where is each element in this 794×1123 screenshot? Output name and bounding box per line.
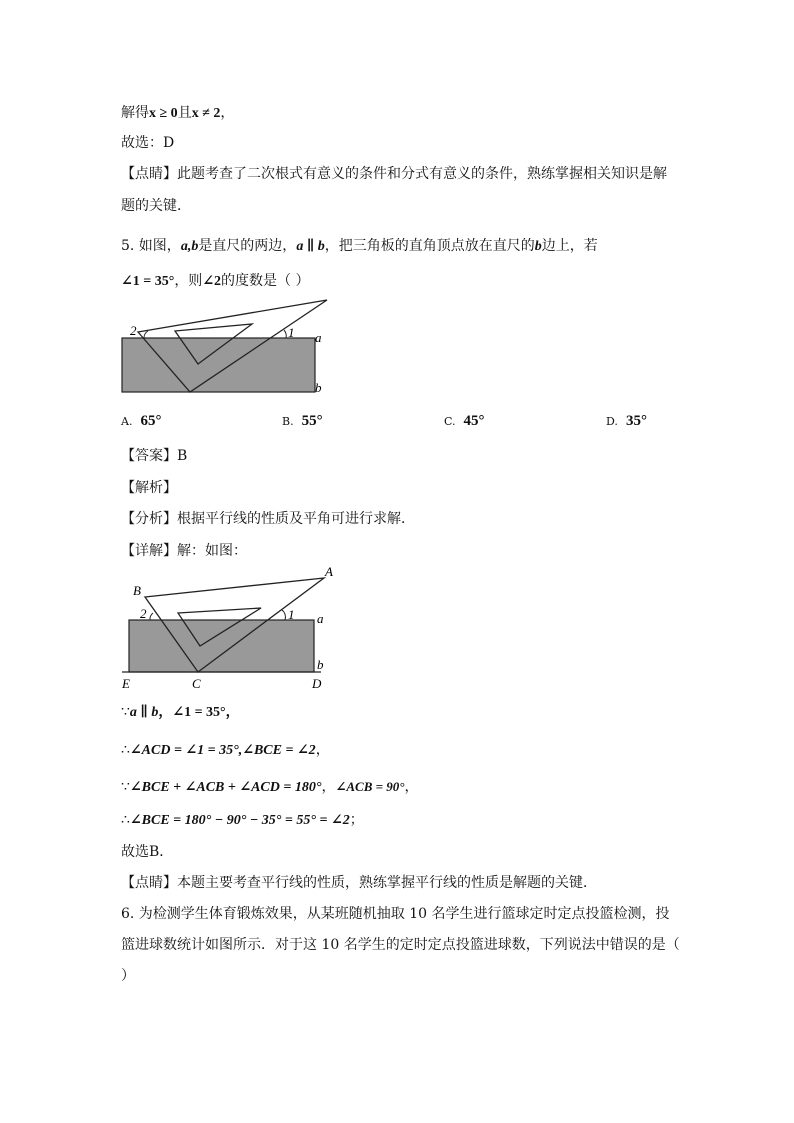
condition-2: x ≠ 2 bbox=[191, 106, 221, 121]
q5-solution-figure bbox=[116, 564, 346, 692]
angle-1-arc bbox=[284, 330, 286, 338]
option-c[interactable] bbox=[444, 411, 485, 432]
step-expr: ∠BCE = 180° − 90° − 35° = 55° = ∠2 bbox=[129, 813, 350, 828]
angle2-expr: ∠2 bbox=[202, 274, 222, 289]
option-d[interactable] bbox=[606, 411, 647, 432]
fig2-label-b: b bbox=[317, 657, 324, 672]
stem-text: 是直尺的两边， bbox=[198, 238, 297, 254]
fig1-label-1: 1 bbox=[288, 325, 295, 340]
parallel-expr: a ∥ b bbox=[296, 239, 325, 254]
option-b[interactable] bbox=[282, 411, 323, 432]
q6-line2: 篮进球数统计如图所示．对于这 10 名学生的定时定点投篮进球数，下列说法中错误的是（ bbox=[121, 937, 680, 953]
step-expr: ，∠1 = 35°， bbox=[158, 705, 240, 720]
step-4 bbox=[121, 810, 364, 831]
stem-text: ，则 bbox=[174, 273, 203, 289]
punct: ， bbox=[404, 779, 419, 795]
option-letter: A. bbox=[121, 415, 133, 428]
prev-note-line2: 题的关键． bbox=[121, 198, 191, 214]
fig2-label-B: B bbox=[133, 583, 141, 598]
q6-line1: 6. 为检测学生体育锻炼效果，从某班随机抽取 10 名学生进行篮球定时定点投篮检测，投 bbox=[121, 906, 670, 922]
q5-stem-line1 bbox=[121, 236, 598, 257]
option-value: 35° bbox=[625, 413, 647, 429]
prev-note-line1 bbox=[121, 164, 667, 184]
note-tag: 【点睛】 bbox=[121, 875, 177, 891]
q5-stem-line2 bbox=[121, 271, 310, 292]
option-value: 55° bbox=[301, 413, 323, 429]
step-expr: ∠ACB = 90° bbox=[335, 779, 405, 794]
punct: ； bbox=[349, 812, 364, 828]
option-a[interactable] bbox=[121, 411, 161, 432]
stem-text: 的度数是（ ） bbox=[221, 273, 310, 289]
angle-2-arc bbox=[144, 331, 148, 338]
fig1-label-a: a bbox=[315, 330, 322, 345]
fig2-label-a: a bbox=[317, 611, 324, 626]
note-tag: 【点睛】 bbox=[121, 166, 177, 182]
option-value: 45° bbox=[463, 413, 485, 429]
condition-1: x ≥ 0 bbox=[149, 106, 178, 121]
var-ab: a,b bbox=[180, 239, 199, 254]
angle-1-arc bbox=[282, 610, 285, 620]
because-symbol: ∵ bbox=[121, 704, 130, 720]
prev-choice: 故选：D bbox=[121, 135, 175, 151]
fig2-label-1: 1 bbox=[288, 607, 295, 622]
fig1-label-b: b bbox=[315, 380, 322, 395]
analysis-fenxi: 【分析】根据平行线的性质及平角可进行求解． bbox=[121, 511, 415, 527]
q6-line3: ） bbox=[121, 968, 135, 984]
fig1-label-2: 2 bbox=[130, 323, 137, 338]
option-letter: C. bbox=[444, 415, 456, 428]
and-word: 且 bbox=[177, 105, 192, 121]
step-3 bbox=[121, 777, 418, 798]
stem-text: ，把三角板的直角顶点放在直尺的 bbox=[324, 238, 535, 254]
fig2-label-D: D bbox=[312, 676, 322, 691]
note-text: 本题主要考查平行线的性质，熟练掌握平行线的性质是解题的关键． bbox=[177, 875, 597, 891]
angle-2-arc bbox=[150, 613, 153, 620]
q5-choice: 故选B． bbox=[121, 844, 174, 860]
fig2-label-E: E bbox=[122, 676, 130, 691]
because-symbol: ∵ bbox=[121, 779, 130, 795]
fig2-label-A: A bbox=[325, 564, 333, 579]
answer: 【答案】B bbox=[121, 448, 188, 464]
option-letter: B. bbox=[282, 415, 294, 428]
step-expr: a ∥ b bbox=[129, 705, 159, 720]
var-b: b bbox=[534, 239, 542, 254]
q5-number: 5. 如图， bbox=[121, 238, 181, 254]
q5-figure bbox=[118, 294, 338, 400]
solution-line bbox=[121, 103, 234, 124]
step-expr: ∠ACD = ∠1 = 35°,∠BCE = ∠2 bbox=[129, 743, 316, 758]
q5-note bbox=[121, 873, 597, 893]
step-1 bbox=[121, 702, 240, 723]
fig2-label-C: C bbox=[192, 676, 201, 691]
therefore-symbol: ∴ bbox=[121, 742, 130, 758]
stem-text: 边上，若 bbox=[541, 238, 598, 254]
punct: ， bbox=[321, 779, 336, 795]
punct: ， bbox=[315, 742, 330, 758]
option-value: 65° bbox=[140, 413, 162, 429]
fig2-label-2: 2 bbox=[140, 606, 147, 621]
angle1-expr: ∠1 = 35° bbox=[121, 274, 175, 289]
step-2 bbox=[121, 740, 330, 761]
option-letter: D. bbox=[606, 415, 618, 428]
ruler bbox=[129, 620, 314, 672]
comma: ， bbox=[220, 105, 235, 121]
therefore-symbol: ∴ bbox=[121, 812, 130, 828]
step-expr: ∠BCE + ∠ACB + ∠ACD = 180° bbox=[129, 780, 322, 795]
note-text: 此题考查了二次根式有意义的条件和分式有意义的条件，熟练掌握相关知识是解 bbox=[177, 166, 667, 182]
solve-prefix: 解得 bbox=[121, 105, 149, 121]
analysis-xiangjie: 【详解】解：如图： bbox=[121, 543, 247, 559]
analysis-tag: 【解析】 bbox=[121, 480, 177, 496]
